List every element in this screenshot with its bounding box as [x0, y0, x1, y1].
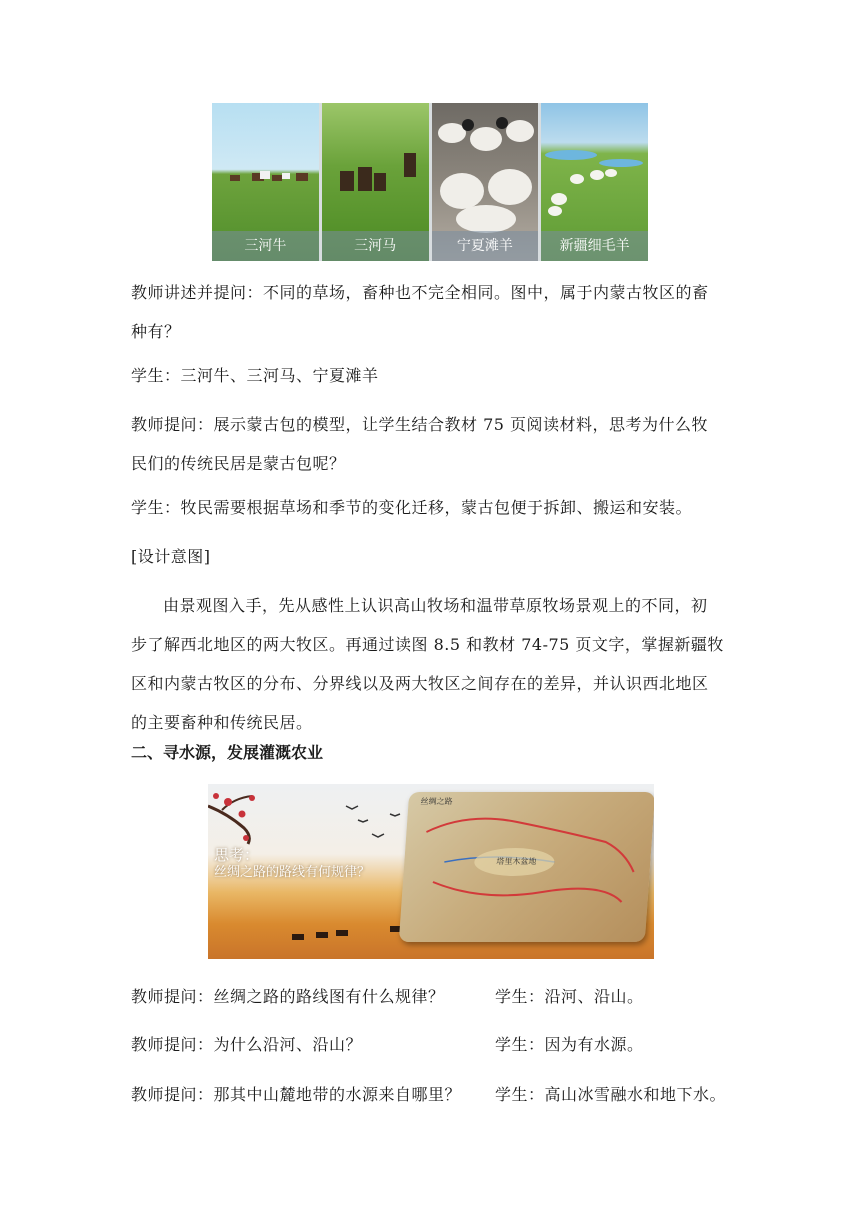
text-line: 民们的传统民居是蒙古包呢？	[131, 454, 346, 473]
teacher-question-breeds	[131, 273, 731, 351]
sanhe-horse-photo	[322, 103, 429, 261]
text-line: 由景观图入手，先从感性上认识高山牧场和温带草原牧场景观上的不同，初	[163, 596, 708, 615]
think-prompt	[214, 846, 370, 882]
silk-road-image	[208, 784, 654, 959]
design-intent-heading: [设计意图]	[131, 547, 211, 566]
section-heading-water: 二、寻水源，发展灌溉农业	[131, 743, 324, 762]
student-answer-yurt: 学生：牧民需要根据草场和季节的变化迁移，蒙古包便于拆卸、搬运和安装。	[131, 498, 693, 517]
qa-student-1: 学生：沿河、沿山。	[495, 987, 644, 1006]
student-answer-breeds: 学生：三河牛、三河马、宁夏滩羊	[131, 366, 379, 385]
think-question: 丝绸之路的路线有何规律？	[214, 865, 371, 880]
sanhe-cattle-photo	[212, 103, 319, 261]
qa-student-3: 学生：高山冰雪融水和地下水。	[495, 1085, 727, 1104]
caption-sanhe-horse: 三河马	[322, 231, 429, 261]
qa-student-2: 学生：因为有水源。	[495, 1035, 644, 1054]
animal-breeds-image	[212, 103, 648, 261]
silk-road-map	[399, 792, 654, 942]
qa-teacher-2: 教师提问：为什么沿河、沿山？	[131, 1035, 363, 1054]
text-line: 的主要畜种和传统民居。	[131, 713, 313, 732]
caption-sanhe-cattle: 三河牛	[212, 231, 319, 261]
caption-ningxia-tan-sheep: 宁夏滩羊	[432, 231, 539, 261]
ningxia-tan-sheep-photo	[432, 103, 539, 261]
caption-xinjiang-merino-sheep: 新疆细毛羊	[541, 231, 648, 261]
teacher-question-yurt	[131, 405, 731, 483]
qa-teacher-3: 教师提问：那其中山麓地带的水源来自哪里？	[131, 1085, 462, 1104]
text-line: 教师讲述并提问：不同的草场，畜种也不完全相同。图中，属于内蒙古牧区的畜	[131, 283, 709, 302]
map-title: 丝绸之路	[420, 797, 453, 806]
think-title: 思考：	[214, 846, 260, 864]
qa-teacher-1: 教师提问：丝绸之路的路线图有什么规律？	[131, 987, 445, 1006]
design-intent-body	[131, 586, 731, 742]
text-line: 区和内蒙古牧区的分布、分界线以及两大牧区之间存在的差异，并认识西北地区	[131, 674, 709, 693]
text-line: 教师提问：展示蒙古包的模型，让学生结合教材 75 页阅读材料，思考为什么牧	[131, 415, 709, 434]
tarim-basin-label: 塔里木盆地	[496, 857, 537, 866]
text-line: 种有？	[131, 322, 181, 341]
text-line: 步了解西北地区的两大牧区。再通过读图 8.5 和教材 74-75 页文字，掌握新疆牧	[131, 635, 724, 654]
xinjiang-merino-sheep-photo	[541, 103, 648, 261]
